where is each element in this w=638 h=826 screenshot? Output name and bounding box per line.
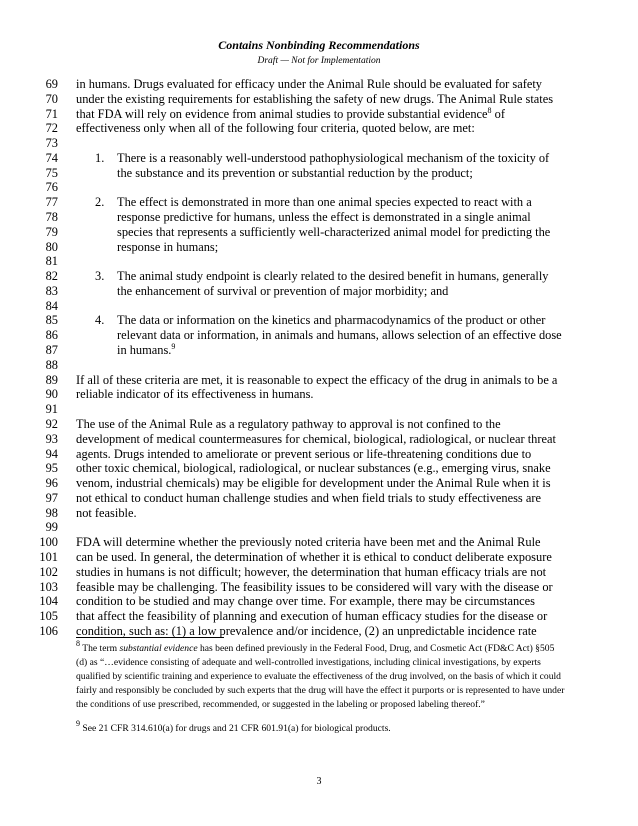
line-content: studies in humans is not difficult; however, the determination that human efficacy trials are not bbox=[76, 564, 547, 579]
line-number: 82 bbox=[45, 269, 58, 284]
line-number: 100 bbox=[39, 535, 58, 550]
line-content: agents. Drugs intended to ameliorate or prevent serious or life-threatening conditions due to bbox=[76, 446, 532, 461]
line-content: There is a reasonably well-understood pathophysiological mechanism of the toxicity of bbox=[117, 150, 550, 165]
line-number: 83 bbox=[45, 283, 58, 298]
line-content: in humans. bbox=[117, 343, 172, 358]
line-content: other toxic chemical, biological, radiological, or nuclear substances (e.g., emerging virus, snake bbox=[76, 461, 551, 476]
list-item-number: 1. bbox=[95, 150, 105, 165]
line-content: in humans. Drugs evaluated for efficacy under the Animal Rule should be evaluated for safety bbox=[76, 77, 542, 91]
line-content: FDA will determine whether the previously noted criteria have been met and the Animal Rule bbox=[76, 535, 541, 550]
footnote-text: The term bbox=[82, 643, 120, 654]
line-number: 80 bbox=[45, 239, 58, 254]
footnote-divider bbox=[76, 637, 224, 638]
line-content: development of medical countermeasures for chemical, biological, radiological, or nuclear threat bbox=[76, 431, 556, 446]
line-number: 91 bbox=[45, 402, 58, 417]
line-number: 78 bbox=[45, 210, 58, 225]
line-number: 101 bbox=[39, 549, 58, 564]
line-content: venom, industrial chemicals) may be eligible for development under the Animal Rule when it is bbox=[76, 476, 551, 491]
line-number: 85 bbox=[45, 313, 58, 328]
line-number: 81 bbox=[45, 254, 58, 269]
list-item-number: 2. bbox=[95, 195, 105, 210]
line-content: The animal study endpoint is clearly related to the desired benefit in humans, generally bbox=[117, 269, 549, 284]
line-number: 73 bbox=[45, 136, 58, 151]
line-content: relevant data or information, in animals and humans, allows selection of an effective dose bbox=[117, 328, 562, 343]
line-number: 77 bbox=[45, 195, 58, 210]
footnote-reference: 9 bbox=[171, 342, 176, 352]
line-content: species that represents a sufficiently well-characterized animal model for predicting the bbox=[117, 224, 551, 239]
line-content: that affect the feasibility of planning and execution of human efficacy studies for the disease or bbox=[76, 609, 548, 624]
line-number: 74 bbox=[45, 150, 58, 165]
line-number: 97 bbox=[45, 490, 58, 505]
line-number: 89 bbox=[45, 372, 58, 387]
line-content: condition, such as: (1) a low prevalence and/or incidence, (2) an unpredictable incidence rate bbox=[76, 623, 537, 638]
line-content: the substance and its prevention or substantial reduction by the product; bbox=[117, 165, 473, 180]
list-item-number: 3. bbox=[95, 269, 105, 284]
line-content: can be used. In general, the determination of whether it is ethical to conduct deliberate exposure bbox=[76, 549, 552, 564]
line-number: 95 bbox=[45, 461, 58, 476]
line-number: 92 bbox=[45, 416, 58, 431]
list-item-number: 4. bbox=[95, 313, 105, 328]
line-number: 105 bbox=[39, 609, 58, 624]
line-content: effectiveness only when all of the following four criteria, quoted below, are met: bbox=[76, 121, 475, 136]
line-content: The effect is demonstrated in more than one animal species expected to react with a bbox=[117, 195, 532, 210]
footnote-emphasis: substantial evidence bbox=[119, 643, 198, 654]
line-number: 104 bbox=[39, 594, 58, 609]
line-number: 103 bbox=[39, 579, 58, 594]
line-content: that FDA will rely on evidence from animal studies to provide substantial evidence bbox=[76, 106, 488, 121]
line-number: 76 bbox=[45, 180, 58, 195]
footnote-8 bbox=[76, 639, 566, 712]
line-number: 71 bbox=[45, 106, 58, 121]
line-content: If all of these criteria are met, it is reasonable to expect the efficacy of the drug in animals to be a bbox=[76, 372, 558, 387]
page-number: 3 bbox=[316, 776, 322, 787]
line-number: 88 bbox=[45, 357, 58, 372]
line-number: 94 bbox=[45, 446, 58, 461]
line-number: 79 bbox=[45, 224, 58, 239]
line-number: 87 bbox=[45, 343, 58, 358]
document-header-subtitle: Draft — Not for Implementation bbox=[257, 56, 381, 66]
line-number: 86 bbox=[45, 328, 58, 343]
line-number: 69 bbox=[45, 77, 58, 91]
line-content: the enhancement of survival or prevention of major morbidity; and bbox=[117, 283, 449, 298]
line-content: response in humans; bbox=[117, 239, 219, 254]
line-number: 102 bbox=[39, 564, 58, 579]
footnote-text: See 21 CFR 314.610(a) for drugs and 21 CFR 601.91(a) for biological products. bbox=[82, 723, 391, 734]
line-content: of bbox=[491, 106, 505, 121]
footnote-9 bbox=[76, 719, 566, 736]
line-number: 72 bbox=[45, 121, 58, 136]
line-number: 106 bbox=[39, 623, 58, 638]
footnote-mark: 8 bbox=[76, 639, 80, 648]
line-number: 93 bbox=[45, 431, 58, 446]
document-header-title: Contains Nonbinding Recommendations bbox=[218, 38, 420, 52]
line-content: not feasible. bbox=[76, 505, 137, 520]
footnote-reference: 8 bbox=[487, 105, 492, 115]
line-content: response predictive for humans, unless the effect is demonstrated in a single animal bbox=[117, 210, 531, 225]
line-content: feasible may be challenging. The feasibility issues to be considered will vary with the disease or bbox=[76, 579, 553, 594]
line-content: condition to be studied and may change over time. For example, there may be circumstances bbox=[76, 594, 535, 609]
line-number: 90 bbox=[45, 387, 58, 402]
line-number: 99 bbox=[45, 520, 58, 535]
line-content: The use of the Animal Rule as a regulatory pathway to approval is not confined to the bbox=[76, 416, 501, 431]
line-number: 96 bbox=[45, 476, 58, 491]
line-number: 84 bbox=[45, 298, 58, 313]
line-number: 98 bbox=[45, 505, 58, 520]
line-content: under the existing requirements for establishing the safety of new drugs. The Animal Rule states bbox=[76, 91, 554, 106]
footnote-text: has been defined previously in the Federal Food, Drug, and Cosmetic Act (FD&C Act) §505 (d) as “…evidence consisting of adequate and well-controlled investigations, including clinical investigations, by experts qualified by scientific training and experience to evaluate the effectiveness of the drug involved, on the basis of which it could fairly and responsibly be concluded by such experts that the drug will have the effect it purports or is represented to have under the conditions of use prescribed, recommended, or suggested in the labeling or proposed labeling thereof.” bbox=[76, 643, 565, 710]
line-content: reliable indicator of its effectiveness in humans. bbox=[76, 387, 314, 402]
line-number: 75 bbox=[45, 165, 58, 180]
line-number: 70 bbox=[45, 91, 58, 106]
line-content: not ethical to conduct human challenge studies and when field trials to study effectiveness are bbox=[76, 490, 541, 505]
footnote-mark: 9 bbox=[76, 719, 80, 728]
line-content: The data or information on the kinetics and pharmacodynamics of the product or other bbox=[117, 313, 546, 328]
